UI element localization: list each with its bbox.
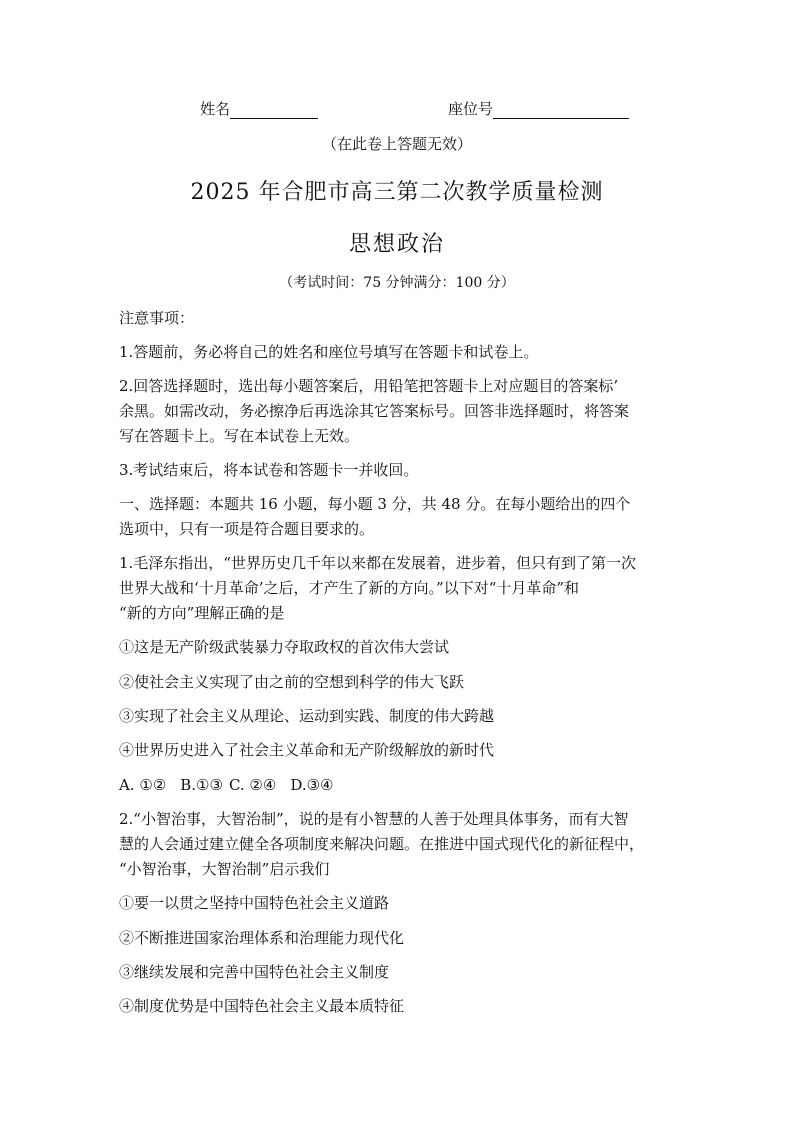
q1-statement-2: ②使社会主义实现了由之前的空想到科学的伟大飞跃 bbox=[119, 673, 465, 691]
exam-subject: 思想政治 bbox=[348, 232, 445, 257]
notice-heading: 注意事项： bbox=[119, 309, 195, 327]
name-blank bbox=[230, 102, 318, 119]
seat-field bbox=[448, 98, 629, 119]
q1-statement-1: ①这是无产阶级武装暴力夺取政权的首次伟大尝试 bbox=[119, 638, 450, 656]
q1-stem-line-3: “新的方向”理解正确的是 bbox=[119, 604, 285, 622]
section-1-line-2: 选项中，只有一项是符合题目要求的。 bbox=[119, 520, 375, 538]
seat-label: 座位号 bbox=[448, 100, 494, 118]
q2-statement-3: ③继续发展和完善中国特色社会主义制度 bbox=[119, 963, 390, 981]
seat-blank bbox=[493, 102, 629, 119]
notice-item-1: 1.答题前，务必将自己的姓名和座位号填写在答题卡和试卷上。 bbox=[119, 343, 539, 361]
notice-item-2-line-3: 写在答题卡上。写在本试卷上无效。 bbox=[119, 427, 360, 445]
q1-stem-line-1: 1.毛泽东指出，“世界历史几千年以来都在发展着，进步着，但只有到了第一次 bbox=[119, 554, 636, 572]
q1-options bbox=[119, 775, 333, 795]
q2-statement-1: ①要一以贯之坚持中国特色社会主义道路 bbox=[119, 894, 390, 912]
q2-stem-line-2: 慧的人会通过建立健全各项制度来解决问题。在推进中国式现代化的新征程中， bbox=[119, 835, 645, 853]
q1-option-d: D.③④ bbox=[290, 776, 334, 794]
q1-option-b: B.①③ bbox=[180, 776, 223, 794]
q2-statement-2: ②不断推进国家治理体系和治理能力现代化 bbox=[119, 929, 405, 947]
notice-item-2-line-1: 2.回答选择题时，选出每小题答案后，用铅笔把答题卡上对应题目的答案标’ bbox=[119, 377, 619, 395]
q1-option-a: A. ①② bbox=[119, 776, 167, 794]
q1-option-c: C. ②④ bbox=[228, 776, 277, 794]
q1-statement-4: ④世界历史进入了社会主义革命和无产阶级解放的新时代 bbox=[119, 741, 495, 759]
q1-stem-line-2: 世界大战和‘十月革命’之后，才产生了新的方向。”以下对“十月革命”和 bbox=[119, 579, 580, 597]
q2-statement-4: ④制度优势是中国特色社会主义最本质特征 bbox=[119, 997, 405, 1015]
name-field bbox=[200, 98, 318, 119]
invalid-note: （在此卷上答题无效） bbox=[321, 135, 472, 153]
section-1-line-1: 一、选择题：本题共 16 小题，每小题 3 分，共 48 分。在每小题给出的四个 bbox=[119, 495, 631, 513]
q2-stem-line-3: “小智治事，大智治制”启示我们 bbox=[119, 860, 330, 878]
notice-item-3: 3.考试结束后，将本试卷和答题卡一并收回。 bbox=[119, 461, 419, 479]
exam-title: 2025 年合肥市高三第二次教学质量检测 bbox=[190, 180, 604, 205]
notice-item-2-line-2: 余黑。如需改动，务必擦净后再选涂其它答案标号。回答非选择题时，将答案 bbox=[119, 402, 630, 420]
name-label: 姓名 bbox=[200, 100, 231, 118]
q1-statement-3: ③实现了社会主义从理论、运动到实践、制度的伟大跨越 bbox=[119, 707, 495, 725]
exam-time-note: （考试时间：75 分钟满分：100 分） bbox=[279, 275, 515, 291]
q2-stem-line-1: 2.“小智治事，大智治制”，说的是有小智慧的人善于处理具体事务，而有大智 bbox=[119, 810, 629, 828]
